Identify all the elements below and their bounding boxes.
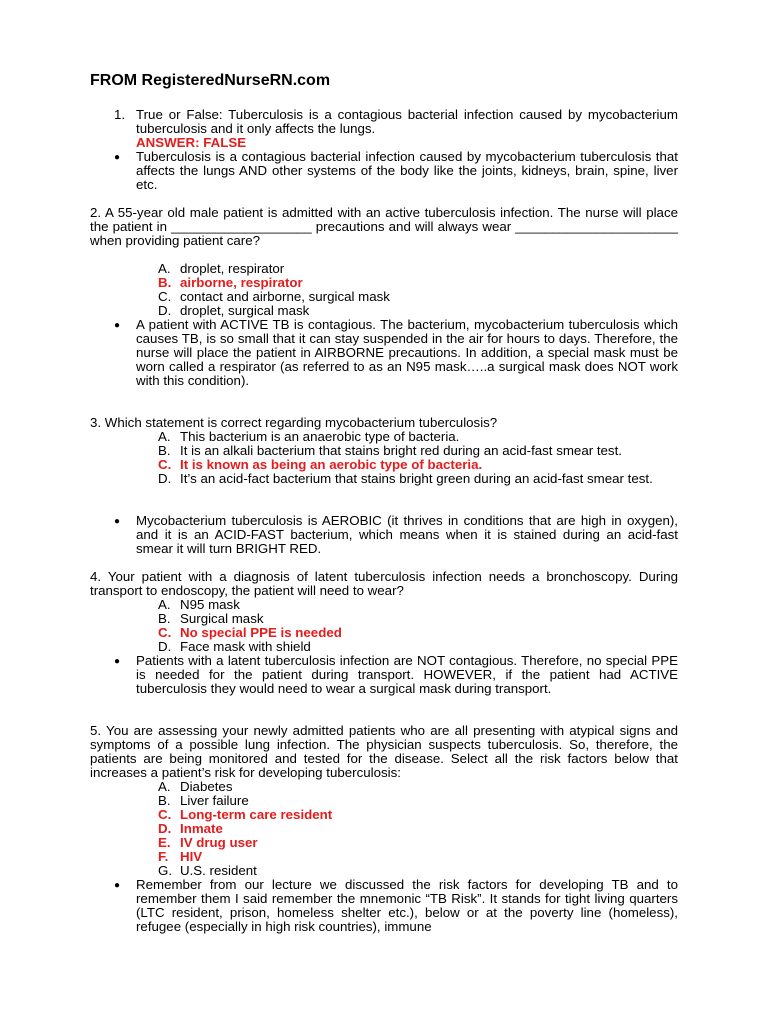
option-c: C. contact and airborne, surgical mask (158, 289, 390, 304)
question-2-options (158, 262, 678, 318)
question-5-text: 5. You are assessing your newly admitted patients who are all presenting with atypical signs and symptoms of a possible lung infection. The physician suspects tuberculosis. So, therefore, the patients are being monitored and tested for the disease. Select all the risk factors below that increases a patient’s risk for developing tuberculosis: (90, 723, 678, 780)
question-3-options (158, 430, 678, 486)
question-3-explanation: ● Mycobacterium tuberculosis is AEROBIC (it thrives in conditions that are high in oxygen), and it is an ACID-FAST bacterium, which means when it is stained during an acid-fast smear it will turn BRIGHT RED. (114, 513, 678, 556)
question-2 (90, 206, 678, 248)
bullet-icon: ● (114, 880, 121, 891)
option-d: D. It’s an acid-fact bacterium that stains bright green during an acid-fast smear test. (158, 471, 653, 486)
question-4-explanation: ● Patients with a latent tuberculosis infection are NOT contagious. Therefore, no special PPE is needed for the patient during transport. HOWEVER, if the patient had ACTIVE tuberculosis they would need to wear a surgical mask during transport. (114, 653, 678, 696)
option-a: A. Diabetes (158, 779, 233, 794)
bullet-icon: ● (114, 320, 121, 331)
option-d: D. droplet, surgical mask (158, 303, 310, 318)
option-g: G. U.S. resident (158, 863, 257, 878)
question-4-options (158, 598, 678, 654)
question-5 (90, 724, 678, 780)
option-b: B. Liver failure (158, 793, 249, 808)
question-1-explanation: Tuberculosis is a contagious bacterial infection caused by mycobacterium tuberculosis that affects the lungs AND other systems of the body like the joints, kidneys, brain, spine, liver etc. (136, 149, 678, 192)
option-b-correct: B. airborne, respirator (158, 275, 303, 290)
bullet-icon: ● (114, 516, 121, 527)
option-d: D. Face mask with shield (158, 639, 311, 654)
question-3-text: 3. Which statement is correct regarding mycobacterium tuberculosis? (90, 415, 498, 430)
question-1-text: True or False: Tuberculosis is a contagious bacterial infection caused by mycobacterium tuberculosis and it only affects the lungs. (136, 107, 678, 136)
option-b: B. Surgical mask (158, 611, 264, 626)
question-5-options (158, 780, 678, 878)
option-c-correct: C. No special PPE is needed (158, 625, 342, 640)
bullet-icon: ● (114, 656, 121, 667)
question-1 (114, 108, 678, 192)
option-e-correct: E. IV drug user (158, 835, 258, 850)
question-2-text: 2. A 55-year old male patient is admitted with an active tuberculosis infection. The nurse will place the patient in ___________________ precautions and will always wear ______________________ when providing patient care? (90, 205, 678, 248)
question-4-text: 4. Your patient with a diagnosis of latent tuberculosis infection needs a bronchoscopy. During transport to endoscopy, the patient will need to wear? (90, 569, 678, 598)
option-c-correct: C. It is known as being an aerobic type of bacteria. (158, 457, 483, 472)
question-1-number: 1. (114, 107, 126, 122)
question-5-explanation: ● Remember from our lecture we discussed the risk factors for developing TB and to remember them I said remember the mnemonic “TB Risk”. It stands for tight living quarters (LTC resident, prison, homeless shelter etc.), below or at the poverty line (homeless), refugee (especially in high risk countries), immune (114, 877, 678, 934)
option-a: A. N95 mask (158, 597, 240, 612)
question-2-explanation: ● A patient with ACTIVE TB is contagious. The bacterium, mycobacterium tuberculosis which causes TB, is so small that it can stay suspended in the air for hours to days. Therefore, the nurse will place the patient in AIRBORNE precautions. In addition, a special mask must be worn called a respirator (as referred to as an N95 mask…..a surgical mask does NOT work with this condition). (114, 317, 678, 388)
question-3 (90, 416, 678, 430)
option-d-correct: D. Inmate (158, 821, 223, 836)
option-a: A. droplet, respirator (158, 261, 285, 276)
question-4 (90, 570, 678, 598)
bullet-icon: ● (114, 152, 121, 163)
page-title: FROM RegisteredNurseRN.com (90, 72, 331, 89)
option-c-correct: C. Long-term care resident (158, 807, 333, 822)
option-b: B. It is an alkali bacterium that stains bright red during an acid-fast smear test. (158, 443, 622, 458)
question-1-answer: ANSWER: FALSE (136, 135, 247, 150)
option-f-correct: F. HIV (158, 849, 203, 864)
option-a: A. This bacterium is an anaerobic type of bacteria. (158, 429, 460, 444)
